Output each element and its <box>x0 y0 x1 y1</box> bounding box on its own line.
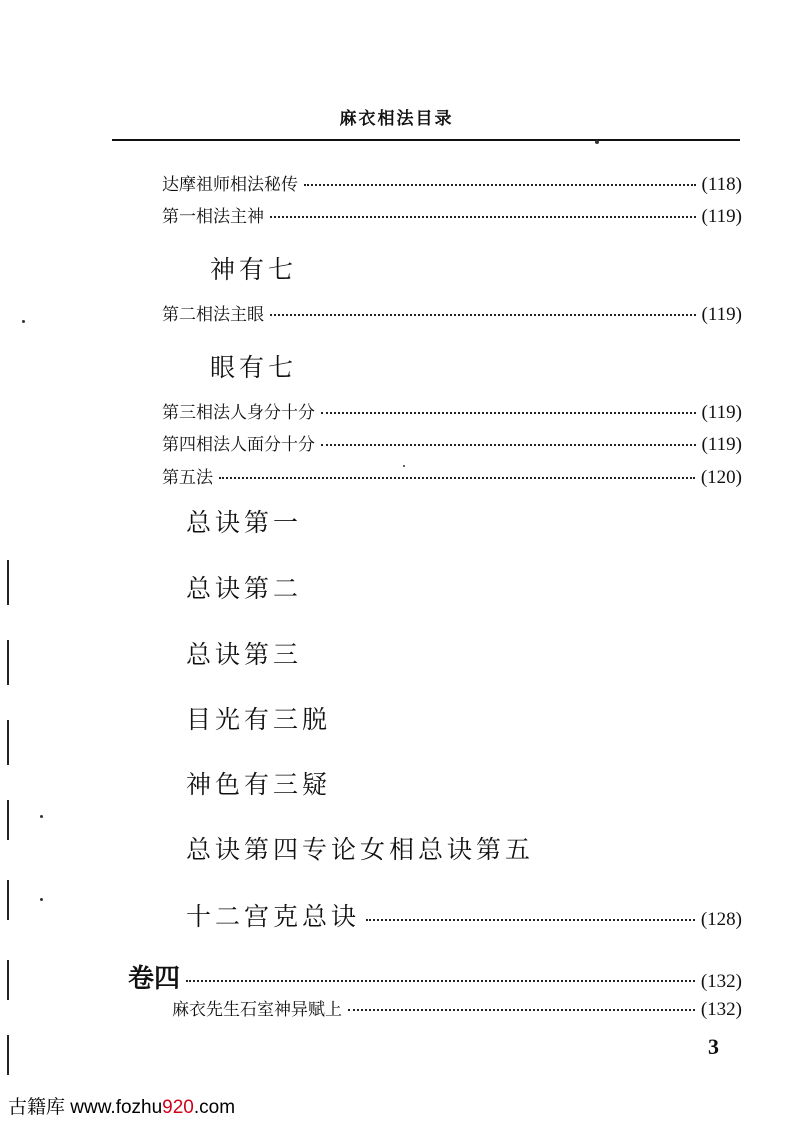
scan-edge-mark <box>7 1035 9 1075</box>
dot-leader <box>186 980 695 982</box>
toc-entry-label: 麻衣先生石室神异赋上 <box>172 1000 342 1020</box>
section-heading: 神有七 <box>210 255 298 284</box>
toc-entry[interactable] <box>186 897 742 933</box>
watermark <box>8 1092 235 1119</box>
watermark-site-name: 古籍库 <box>8 1097 66 1118</box>
toc-entry-label: 第四相法人面分十分 <box>162 435 315 455</box>
dot-leader <box>304 184 696 186</box>
dot-leader <box>321 412 696 414</box>
toc-entry-label: 第五法 <box>162 468 213 488</box>
toc-entry[interactable] <box>162 170 742 196</box>
dot-leader <box>270 314 696 316</box>
section-heading: 神色有三疑 <box>186 770 332 799</box>
dot-leader <box>219 477 695 479</box>
toc-entry-page: (118) <box>701 174 742 195</box>
watermark-url-number: 920 <box>162 1097 194 1118</box>
header-rule <box>112 139 740 141</box>
toc-entry-page: (119) <box>701 304 742 325</box>
section-heading: 总诀第二 <box>186 574 303 603</box>
scan-speck <box>403 465 405 467</box>
scan-edge-mark <box>7 560 9 605</box>
volume-label: 卷四 <box>128 964 181 994</box>
scan-edge-mark <box>7 880 9 920</box>
dot-leader <box>348 1009 695 1011</box>
toc-entry-page: (128) <box>700 909 742 930</box>
toc-entry-label: 十二宫克总诀 <box>186 902 361 931</box>
toc-entry[interactable] <box>162 398 742 424</box>
volume-page: (132) <box>700 971 742 992</box>
scan-edge-mark <box>7 800 9 840</box>
scan-speck <box>40 815 43 818</box>
volume-entry[interactable] <box>128 958 742 995</box>
toc-entry-page: (119) <box>701 434 742 455</box>
toc-entry[interactable] <box>172 995 742 1021</box>
scan-speck <box>595 140 599 144</box>
section-heading: 总诀第三 <box>186 640 303 669</box>
dot-leader <box>321 444 696 446</box>
scan-edge-mark <box>7 960 9 1000</box>
scan-edge-mark <box>7 720 9 765</box>
watermark-url-prefix: www.fozhu <box>70 1097 163 1118</box>
toc-entry-page: (119) <box>701 402 742 423</box>
toc-entry-page: (132) <box>700 999 742 1020</box>
section-heading: 眼有七 <box>210 353 298 382</box>
toc-entry-label: 第一相法主神 <box>162 207 264 227</box>
toc-entry[interactable] <box>162 300 742 326</box>
page-number: 3 <box>708 1034 719 1059</box>
toc-entry-label: 第二相法主眼 <box>162 305 264 325</box>
toc-entry-page: (120) <box>700 467 742 488</box>
scan-edge-mark <box>7 640 9 685</box>
section-heading: 总诀第一 <box>186 508 303 537</box>
section-heading: 总诀第四专论女相总诀第五 <box>186 835 535 864</box>
toc-entry[interactable] <box>162 463 742 489</box>
page-header-title: 麻衣相法目录 <box>339 109 454 129</box>
watermark-url-suffix: .com <box>193 1097 236 1118</box>
scan-speck <box>22 320 25 323</box>
dot-leader <box>270 216 696 218</box>
toc-entry-label: 第三相法人身分十分 <box>162 403 315 423</box>
toc-entry[interactable] <box>162 202 742 228</box>
toc-entry-page: (119) <box>701 206 742 227</box>
toc-entry-label: 达摩祖师相法秘传 <box>162 175 298 195</box>
section-heading: 目光有三脱 <box>186 705 332 734</box>
scan-speck <box>40 898 43 901</box>
toc-entry[interactable] <box>162 430 742 456</box>
dot-leader <box>366 919 695 921</box>
